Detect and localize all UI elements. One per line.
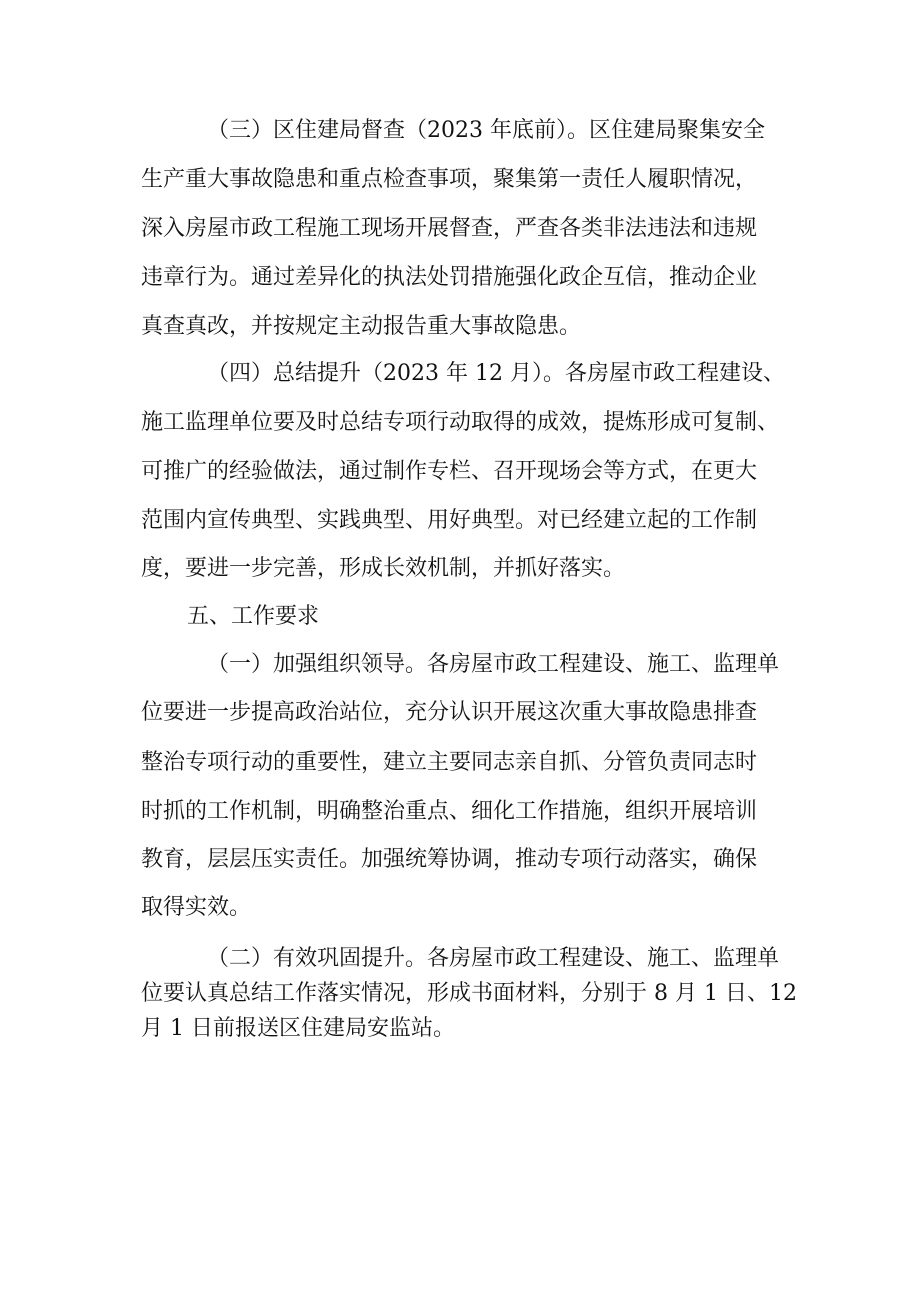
paragraph-line: （二）有效巩固提升。各房屋市政工程建设、施工、监理单 — [207, 946, 780, 971]
paragraph-line: （一）加强组织领导。各房屋市政工程建设、施工、监理单 — [207, 652, 780, 677]
paragraph-line: 度，要进一步完善，形成长效机制，并抓好落实。 — [141, 556, 626, 581]
paragraph-line: 位要进一步提高政治站位，充分认识开展这次重大事故隐患排查 — [141, 700, 758, 725]
paragraph-line: 施工监理单位要及时总结专项行动取得的成效，提炼形成可复制、 — [141, 410, 780, 435]
paragraph-line: 深入房屋市政工程施工现场开展督查，严查各类非法违法和违规 — [141, 216, 758, 241]
paragraph-line: 范围内宣传典型、实践典型、用好典型。对已经建立起的工作制 — [141, 508, 758, 533]
paragraph-line: 教育，层层压实责任。加强统筹协调，推动专项行动落实，确保 — [141, 847, 758, 872]
paragraph-line: 真查真改，并按规定主动报告重大事故隐患。 — [141, 314, 582, 339]
paragraph-line: 整治专项行动的重要性，建立主要同志亲自抓、分管负责同志时 — [141, 750, 758, 775]
paragraph-line: 取得实效。 — [141, 895, 252, 920]
paragraph-line: （三）区住建局督查（2023 年底前）。区住建局聚集安全 — [207, 118, 765, 143]
paragraph-line: 违章行为。通过差异化的执法处罚措施强化政企互信，推动企业 — [141, 265, 758, 290]
section-heading: 五、工作要求 — [187, 604, 320, 629]
paragraph-line: 生产重大事故隐患和重点检查事项，聚集第一责任人履职情况， — [141, 167, 758, 192]
paragraph-line: 可推广的经验做法，通过制作专栏、召开现场会等方式，在更大 — [141, 459, 758, 484]
paragraph-line: 月 1 日前报送区住建局安监站。 — [141, 1016, 455, 1041]
paragraph-line: 时抓的工作机制，明确整治重点、细化工作措施，组织开展培训 — [141, 799, 758, 824]
paragraph-line: （四）总结提升（2023 年 12 月）。各房屋市政工程建设、 — [207, 361, 785, 386]
paragraph-line: 位要认真总结工作落实情况，形成书面材料，分别于 8 月 1 日、12 — [141, 981, 797, 1006]
